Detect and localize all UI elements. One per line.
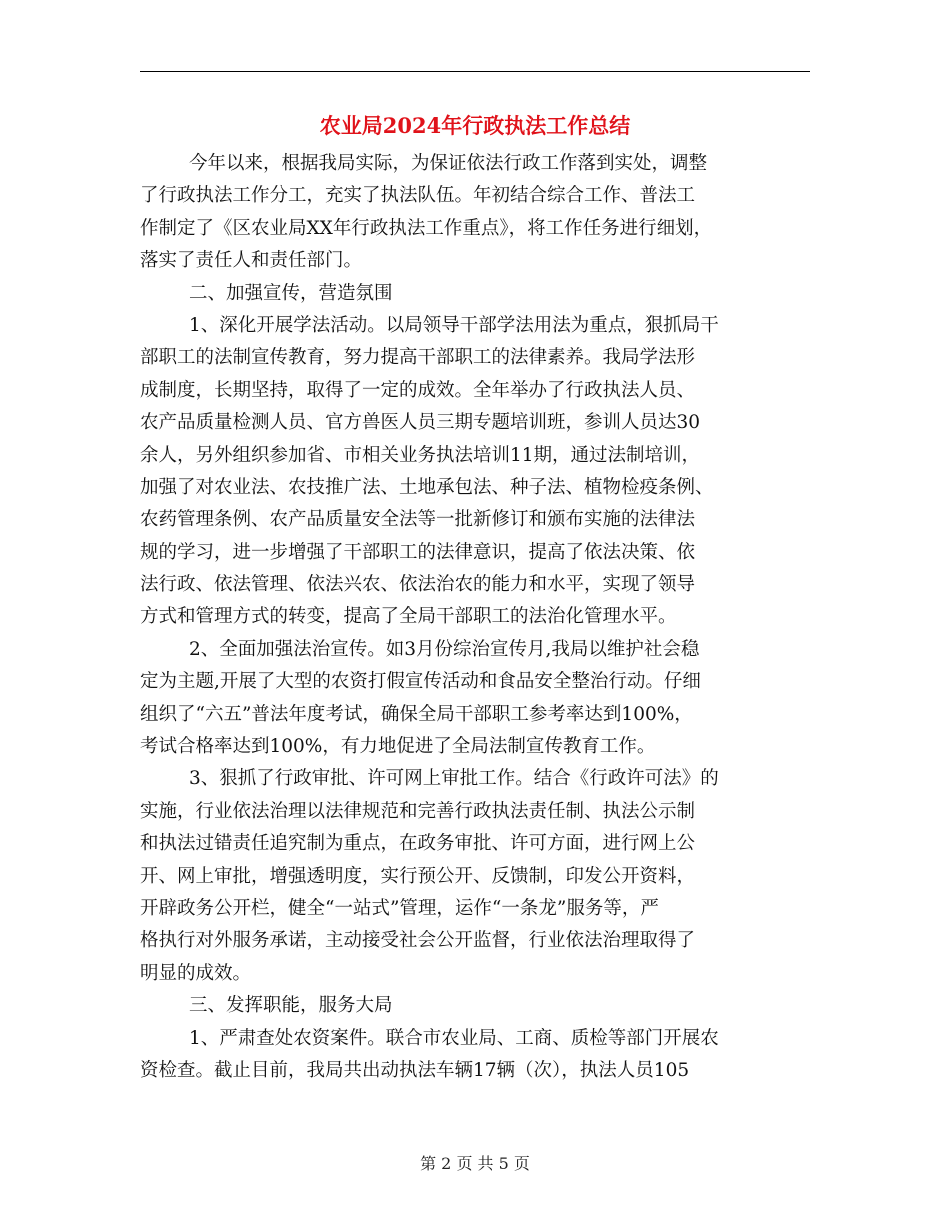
body-line: 明显的成效。 [140, 962, 252, 984]
body-line: 法行政、依法管理、依法兴农、依法治农的能力和水平，实现了领导 [140, 574, 696, 596]
body-line: 成制度，长期坚持，取得了一定的成效。全年举办了行政执法人员、 [140, 379, 696, 401]
body-line: 1、深化开展学法活动。以局领导干部学法用法为重点，狠抓局干 [189, 314, 719, 336]
body-line: 农药管理条例、农产品质量安全法等一批新修订和颁布实施的法律法 [140, 509, 696, 531]
document-body [140, 148, 820, 1087]
body-line: 定为主题,开展了大型的农资打假宣传活动和食品安全整治行动。仔细 [140, 671, 701, 693]
body-line: 了行政执法工作分工，充实了执法队伍。年初结合综合工作、普法工 [140, 185, 696, 207]
body-line: 实施，行业依法治理以法律规范和完善行政执法责任制、执法公示制 [140, 800, 696, 822]
body-line: 部职工的法制宣传教育，努力提高干部职工的法律素养。我局学法形 [140, 347, 696, 369]
page-footer: 第 2 页 共 5 页 [420, 1154, 530, 1173]
body-line: 规的学习，进一步增强了干部职工的法律意识，提高了依法决策、依 [140, 541, 696, 563]
body-line: 和执法过错责任追究制为重点，在政务审批、许可方面，进行网上公 [140, 833, 696, 855]
body-line: 格执行对外服务承诺，主动接受社会公开监督，行业依法治理取得了 [140, 930, 696, 952]
body-line: 二、加强宣传，营造氛围 [189, 282, 393, 304]
header-rule [140, 71, 810, 72]
body-line: 加强了对农业法、农技推广法、土地承包法、种子法、植物检疫条例、 [140, 476, 714, 498]
body-line: 今年以来，根据我局实际，为保证依法行政工作落到实处，调整 [189, 153, 708, 174]
body-line: 组织了“六五”普法年度考试，确保全局干部职工参考率达到100%， [140, 703, 693, 725]
body-line: 方式和管理方式的转变，提高了全局干部职工的法治化管理水平。 [140, 606, 677, 628]
body-line: 作制定了《区农业局XX年行政执法工作重点》，将工作任务进行细划， [140, 217, 713, 239]
document-title: 农业局2024年行政执法工作总结 [319, 113, 631, 138]
body-line: 2、全面加强法治宣传。如3月份综治宣传月,我局以维护社会稳 [189, 638, 700, 660]
body-line: 资检查。截止目前，我局共出动执法车辆17辆（次），执法人员105 [140, 1059, 690, 1081]
body-line: 开、网上审批，增强透明度，实行预公开、反馈制，印发公开资料， [140, 865, 696, 887]
body-line: 3、狠抓了行政审批、许可网上审批工作。结合《行政许可法》的 [189, 768, 719, 790]
body-line: 农产品质量检测人员、官方兽医人员三期专题培训班，参训人员达30 [140, 412, 701, 434]
body-line: 开辟政务公开栏，健全“一站式”管理，运作“一条龙”服务等，严 [140, 897, 659, 919]
body-line: 落实了责任人和责任部门。 [140, 250, 363, 272]
body-line: 1、严肃查处农资案件。联合市农业局、工商、质检等部门开展农 [189, 1027, 719, 1049]
body-line: 三、发挥职能，服务大局 [189, 995, 393, 1017]
body-line: 余人，另外组织参加省、市相关业务执法培训11期，通过法制培训， [140, 444, 701, 466]
body-line: 考试合格率达到100%，有力地促进了全局法制宣传教育工作。 [140, 736, 656, 758]
